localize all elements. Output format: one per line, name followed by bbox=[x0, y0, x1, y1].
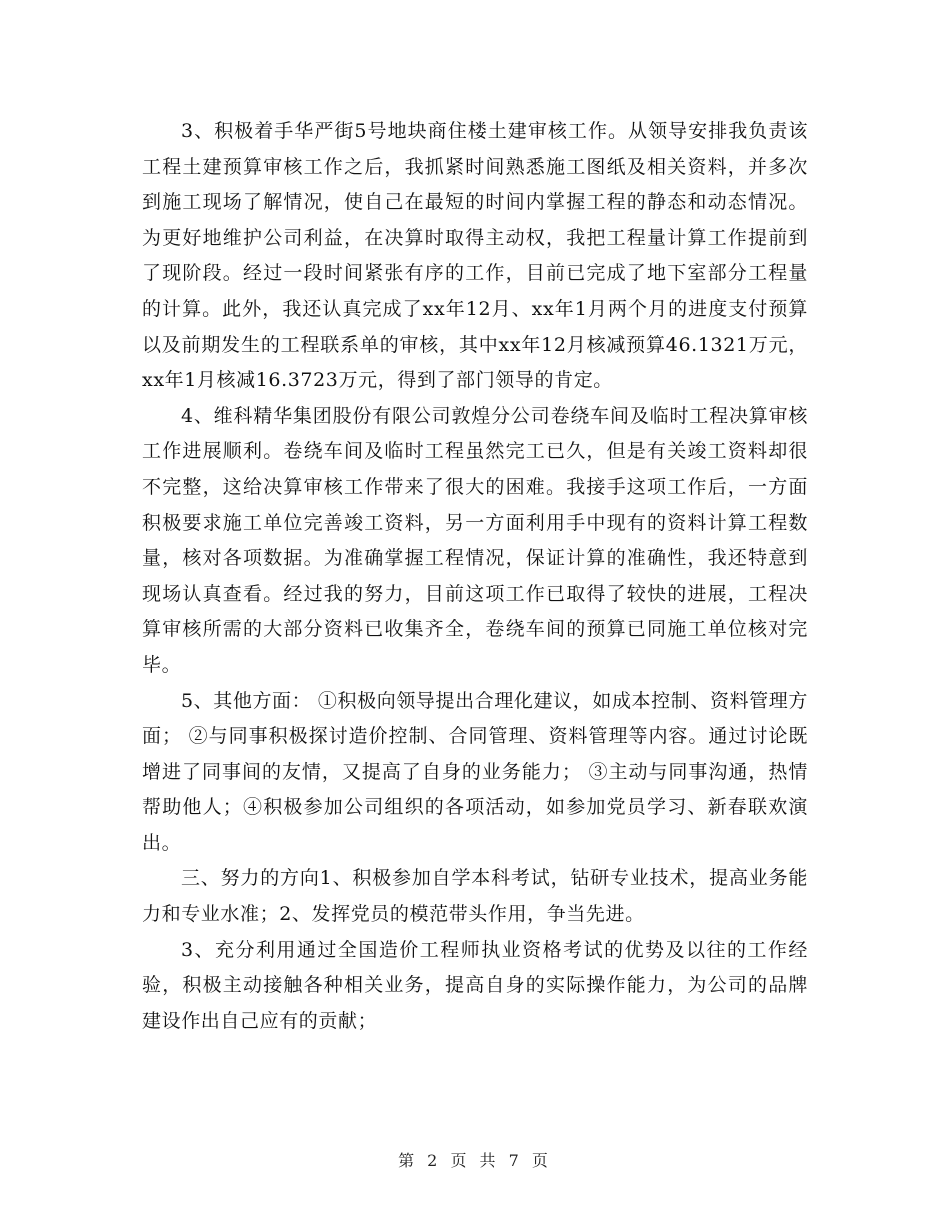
paragraph-item-4-weike-jinghua: 4、维科精华集团股份有限公司敦煌分公司卷绕车间及临时工程决算审核工作进展顺利。卷绕车间及临时工程虽然完工已久，但是有关竣工资料却很不完整，这给决算审核工作带来了很大的困难。我接手这项工作后，一方面积极要求施工单位完善竣工资料，另一方面利用手中现有的资料计算工程数量，核对各项数据。为准确掌握工程情况，保证计算的准确性，我还特意到现场认真查看。经过我的努力，目前这项工作已取得了较快的进展，工程决算审核所需的大部分资料已收集齐全，卷绕车间的预算已同施工单位核对完毕。 bbox=[142, 404, 808, 676]
paragraph-section-3-direction: 三、努力的方向1、积极参加自学本科考试，钻研专业技术，提高业务能力和专业水准；2、发挥党员的模范带头作用，争当先进。 bbox=[142, 867, 808, 926]
paragraph-item-3-cost-engineer: 3、充分利用通过全国造价工程师执业资格考试的优势及以往的工作经验，积极主动接触各种相关业务，提高自身的实际操作能力，为公司的品牌建设作出自己应有的贡献； bbox=[142, 938, 808, 1032]
paragraph-item-3-huayan-street: 3、积极着手华严街5号地块商住楼土建审核工作。从领导安排我负责该工程土建预算审核工作之后，我抓紧时间熟悉施工图纸及相关资料，并多次到施工现场了解情况，使自己在最短的时间内掌握工程的静态和动态情况。为更好地维护公司利益，在决算时取得主动权，我把工程量计算工作提前到了现阶段。经过一段时间紧张有序的工作，目前已完成了地下室部分工程量的计算。此外，我还认真完成了xx年12月、xx年1月两个月的进度支付预算以及前期发生的工程联系单的审核，其中xx年12月核减预算46.1321万元，xx年1月核减16.3723万元，得到了部门领导的肯定。 bbox=[142, 120, 808, 392]
paragraph-item-5-other-aspects: 5、其他方面： ①积极向领导提出合理化建议，如成本控制、资料管理方面； ②与同事积极探讨造价控制、合同管理、资料管理等内容。通过讨论既增进了同事间的友情，又提高了自身的业务能力； ③主动与同事沟通，热情帮助他人；④积极参加公司组织的各项活动，如参加党员学习、新春联欢演出。 bbox=[142, 689, 808, 854]
page-number-footer: 第 2 页 共 7 页 bbox=[398, 1151, 552, 1170]
